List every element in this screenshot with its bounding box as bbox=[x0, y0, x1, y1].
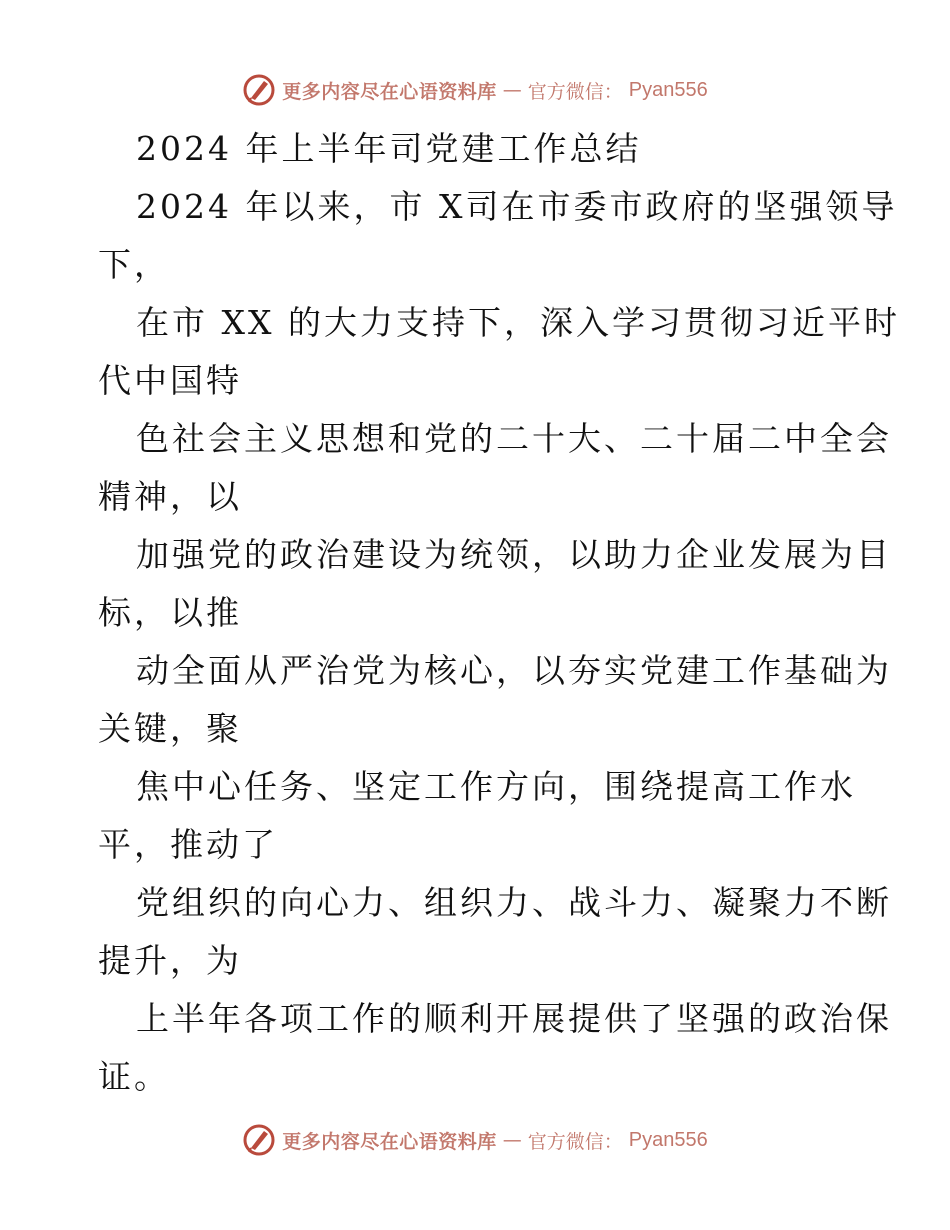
watermark-wechat-id: Pyan556 bbox=[628, 1128, 708, 1151]
feather-pen-logo-icon bbox=[242, 1123, 276, 1157]
watermark-group bbox=[242, 1123, 708, 1157]
paragraph-line: 代中国特 bbox=[98, 361, 242, 400]
paragraph-line: 色社会主义思想和党的二十大、二十届二中全会 bbox=[136, 419, 892, 458]
paragraph-line: 动全面从严治党为核心，以夯实党建工作基础为 bbox=[136, 651, 892, 690]
paragraph-line: 加强党的政治建设为统领，以助力企业发展为目 bbox=[136, 535, 892, 574]
paragraph-line: 提升，为 bbox=[98, 941, 242, 980]
header-watermark bbox=[0, 70, 950, 110]
paragraph-line: 关键，聚 bbox=[98, 709, 242, 748]
watermark-group bbox=[242, 73, 708, 107]
document-body bbox=[98, 120, 900, 1106]
paragraph-line: 2024 年以来，市 X司在市委市政府的坚强领导 bbox=[136, 187, 898, 226]
paragraph-line: 证。 bbox=[98, 1057, 170, 1096]
watermark-label: 官方微信： bbox=[527, 1130, 623, 1153]
document-title: 2024 年上半年司党建工作总结 bbox=[136, 129, 642, 168]
paragraph-line: 下， bbox=[98, 245, 170, 284]
paragraph-line: 在市 XX 的大力支持下，深入学习贯彻习近平时 bbox=[136, 303, 900, 342]
paragraph-line: 标，以推 bbox=[98, 593, 242, 632]
watermark-slogan: 更多内容尽在心语资料库 bbox=[282, 1130, 497, 1153]
watermark-separator: — bbox=[502, 79, 522, 101]
paragraph-line: 精神，以 bbox=[98, 477, 242, 516]
watermark-separator: — bbox=[502, 1129, 522, 1151]
watermark-label: 官方微信： bbox=[527, 80, 623, 103]
watermark-wechat-id: Pyan556 bbox=[628, 78, 708, 101]
paragraph-line: 平，推动了 bbox=[98, 825, 278, 864]
paragraph-line: 上半年各项工作的顺利开展提供了坚强的政治保 bbox=[136, 999, 892, 1038]
feather-pen-logo-icon bbox=[242, 73, 276, 107]
footer-watermark bbox=[0, 1120, 950, 1160]
paragraph-line: 焦中心任务、坚定工作方向，围绕提高工作水 bbox=[136, 767, 856, 806]
paragraph-line: 党组织的向心力、组织力、战斗力、凝聚力不断 bbox=[136, 883, 892, 922]
watermark-slogan: 更多内容尽在心语资料库 bbox=[282, 80, 497, 103]
